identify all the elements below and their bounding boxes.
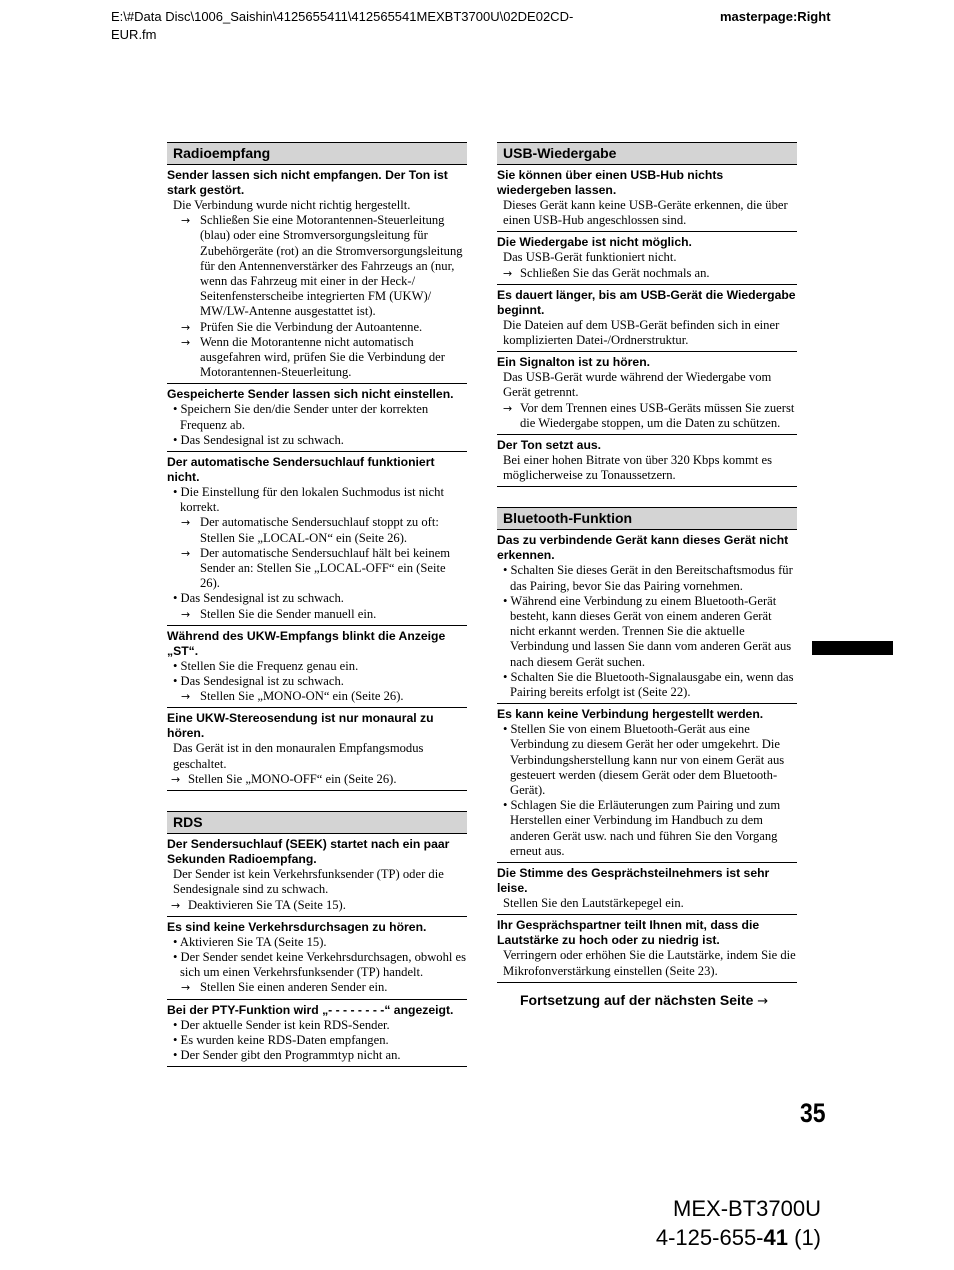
faq-item: [167, 455, 467, 626]
faq-bullet: • Schalten Sie dieses Gerät in den Bereitschaftsmodus für das Pairing, bevor Sie das Pairing vornehmen.: [503, 563, 793, 593]
faq-bullet: • Es wurden keine RDS-Daten empfangen.: [173, 1032, 389, 1047]
faq-bullet: • Schalten Sie die Bluetooth-Signalausgabe ein, wenn das Pairing bereits erfolgt ist (Seite 22).: [503, 669, 794, 700]
arrow-icon: →: [503, 401, 513, 415]
section-title-bluetooth: Bluetooth-Funktion: [497, 507, 797, 530]
faq-text: Verringern oder erhöhen Sie die Lautstärke, indem Sie die Mikrofonverstärkung einstellen (Seite 23).: [503, 948, 796, 978]
right-column: [497, 142, 797, 986]
faq-question: Der automatische Sendersuchlauf funktioniert nicht.: [167, 455, 435, 485]
faq-question: Der Ton setzt aus.: [497, 438, 602, 453]
section-title-usb: USB-Wiedergabe: [497, 142, 797, 165]
faq-question: Es kann keine Verbindung hergestellt werden.: [497, 707, 764, 722]
faq-text: Der Sender ist kein Verkehrsfunksender (TP) oder die Sendesignale sind zu schwach.: [173, 867, 444, 897]
faq-bullet: • Der aktuelle Sender ist kein RDS-Sender.: [173, 1017, 390, 1032]
faq-item: [497, 533, 797, 704]
faq-action: → Der automatische Sendersuchlauf stoppt zu oft: Stellen Sie „LOCAL-ON“ ein (Seite 26).: [181, 515, 439, 545]
faq-text: Dieses Gerät kann keine USB-Geräte erkennen, die über einen USB-Hub angeschlossen sind.: [503, 198, 788, 228]
faq-item: [167, 711, 467, 791]
faq-text: Stellen Sie den Lautstärkepegel ein.: [503, 896, 684, 911]
arrow-icon: →: [181, 546, 191, 560]
arrow-icon: →: [181, 335, 191, 349]
page-number: 35: [800, 1098, 826, 1128]
faq-question: Es dauert länger, bis am USB-Gerät die Wiedergabe beginnt.: [497, 287, 796, 317]
arrow-icon: →: [171, 772, 181, 786]
chapter-tab-marker: [812, 641, 893, 655]
model-code: 4-125-655-41 (1): [655, 1225, 821, 1250]
faq-item: [497, 707, 797, 863]
faq-item: [167, 629, 467, 709]
faq-question: Eine UKW-Stereosendung ist nur monaural zu hören.: [167, 711, 434, 741]
arrow-icon: →: [503, 266, 513, 280]
faq-action: → Wenn die Motorantenne nicht automatisch ausgefahren wird, prüfen Sie die Verbindung der Motorantennen-Steuerleitung.: [181, 334, 445, 380]
faq-item: [497, 235, 797, 284]
faq-question: Die Wiedergabe ist nicht möglich.: [497, 235, 692, 250]
faq-bullet: • Während eine Verbindung zu einem Bluetooth-Gerät besteht, kann dieses Gerät von einem anderen Gerät nicht erkannt werden. Trennen Sie die aktuelle Verbindung und lassen Sie dann vom anderen Gerät aus nach diesem Gerät suchen.: [503, 593, 792, 669]
faq-question: Sender lassen sich nicht empfangen. Der Ton ist stark gestört.: [167, 168, 448, 197]
arrow-icon: →: [181, 516, 191, 530]
faq-action: → Stellen Sie die Sender manuell ein.: [181, 606, 377, 621]
faq-item: [497, 355, 797, 435]
faq-bullet: • Das Sendesignal ist zu schwach.: [173, 674, 344, 689]
faq-action: → Stellen Sie „MONO-OFF“ ein (Seite 26).: [171, 771, 397, 786]
faq-question: Gespeicherte Sender lassen sich nicht einstellen.: [167, 387, 454, 402]
faq-text: Die Verbindung wurde nicht richtig hergestellt.: [173, 198, 411, 212]
left-column: [167, 142, 467, 1070]
faq-bullet: • Stellen Sie die Frequenz genau ein.: [173, 658, 359, 673]
faq-question: Es sind keine Verkehrsdurchsagen zu hören.: [167, 919, 427, 934]
faq-action: → Schließen Sie eine Motorantennen-Steuerleitung (blau) oder eine Stromversorgungsleitung für Zubehörgeräte (rot) an die Stromversorgungsleitung für den Antennenverstärker des Fahrzeugs an (nur, wenn das Fahrzeug mit einer in der Heck-/ Seitenfensterscheibe integrierten FM (UKW)/ MW/LW-Antenne ausgestattet ist).: [181, 213, 463, 319]
faq-action: → Der automatische Sendersuchlauf hält bei keinem Sender an: Stellen Sie „LOCAL-OFF“ ein (Seite 26).: [181, 545, 451, 591]
faq-action: → Deaktivieren Sie TA (Seite 15).: [171, 897, 346, 912]
faq-action: → Schließen Sie das Gerät nochmals an.: [503, 265, 710, 280]
faq-bullet: • Stellen Sie von einem Bluetooth-Gerät aus eine Verbindung zu diesem Gerät her oder umgekehrt. Die Verbindungsherstellung kann nur von einem Gerät aus gesteuert werden (diesem Gerät oder dem Bluetooth-Gerät).: [503, 722, 785, 798]
faq-bullet: • Der Sender sendet keine Verkehrsdurchsagen, obwohl es sich um einen Verkehrsfunksender (TP) handelt.: [173, 949, 467, 980]
faq-item: [497, 866, 797, 915]
faq-bullet: • Das Sendesignal ist zu schwach.: [173, 591, 344, 606]
faq-item: [167, 1003, 467, 1068]
arrow-icon: →: [171, 898, 181, 912]
faq-bullet: • Aktivieren Sie TA (Seite 15).: [173, 934, 327, 949]
faq-bullet: • Speichern Sie den/die Sender unter der korrekten Frequenz ab.: [173, 402, 429, 432]
faq-action: → Prüfen Sie die Verbindung der Autoantenne.: [181, 319, 423, 334]
faq-item: [167, 387, 467, 452]
model-name: MEX-BT3700U: [673, 1196, 821, 1221]
faq-bullet: • Die Einstellung für den lokalen Suchmodus ist nicht korrekt.: [173, 485, 444, 515]
faq-question: Die Stimme des Gesprächsteilnehmers ist sehr leise.: [497, 866, 770, 896]
faq-question: Während des UKW-Empfangs blinkt die Anzeige „ST“.: [167, 628, 446, 658]
faq-item: [167, 920, 467, 1000]
faq-text: Das Gerät ist in den monauralen Empfangsmodus geschaltet.: [173, 741, 424, 771]
faq-item: [497, 288, 797, 352]
faq-bullet: • Der Sender gibt den Programmtyp nicht an.: [173, 1047, 401, 1062]
continue-note: Fortsetzung auf der nächsten Seite →: [520, 992, 769, 1009]
faq-item: [497, 168, 797, 232]
faq-question: Ihr Gesprächspartner teilt Ihnen mit, dass die Lautstärke zu hoch oder zu niedrig ist.: [497, 918, 760, 948]
faq-action: → Stellen Sie einen anderen Sender ein.: [181, 980, 388, 995]
faq-item: [497, 918, 797, 982]
faq-question: Bei der PTY-Funktion wird „- - - - - - - -“ angezeigt.: [167, 1002, 454, 1017]
faq-question: Sie können über einen USB-Hub nichts wiedergeben lassen.: [497, 168, 724, 197]
arrow-icon: →: [181, 607, 191, 621]
file-path-line-2: EUR.fm: [111, 27, 157, 42]
arrow-icon: →: [181, 214, 191, 228]
faq-text: Das USB-Gerät wurde während der Wiedergabe vom Gerät getrennt.: [503, 370, 772, 400]
faq-question: Der Sendersuchlauf (SEEK) startet nach ein paar Sekunden Radioempfang.: [167, 837, 450, 867]
section-title-rds: RDS: [167, 811, 467, 834]
arrow-icon: →: [181, 690, 191, 704]
faq-question: Ein Signalton ist zu hören.: [497, 355, 651, 370]
file-path-line-1: E:\#Data Disc\1006_Saishin\4125655411\412565541MEXBT3700U\02DE02CD-: [111, 9, 574, 24]
faq-text: Bei einer hohen Bitrate von über 320 Kbps kommt es möglicherweise zu Tonaussetzern.: [503, 453, 772, 483]
faq-bullet: • Das Sendesignal ist zu schwach.: [173, 432, 344, 447]
continue-arrow-icon: →: [757, 994, 769, 1009]
arrow-icon: →: [181, 981, 191, 995]
masterpage-label: masterpage:Right: [720, 9, 831, 24]
file-path: [111, 8, 573, 44]
arrow-icon: →: [181, 320, 191, 334]
faq-action: → Stellen Sie „MONO-ON“ ein (Seite 26).: [181, 689, 404, 704]
faq-text: Die Dateien auf dem USB-Gerät befinden sich in einer komplizierten Datei-/Ordnerstruktur.: [503, 317, 780, 348]
faq-item: [167, 837, 467, 917]
faq-bullet: • Schlagen Sie die Erläuterungen zum Pairing und zum Herstellen einer Verbindung im Handbuch zu dem anderen Gerät usw. nach und führen Sie den Vorgang erneut aus.: [503, 798, 781, 858]
section-title-radio: Radioempfang: [167, 142, 467, 165]
faq-text: Das USB-Gerät funktioniert nicht.: [503, 250, 677, 265]
faq-item: [167, 168, 467, 384]
faq-item: [497, 438, 797, 487]
faq-question: Das zu verbindende Gerät kann dieses Gerät nicht erkennen.: [497, 533, 789, 563]
faq-action: → Vor dem Trennen eines USB-Geräts müssen Sie zuerst die Wiedergabe stoppen, um die Daten zu schützen.: [503, 400, 795, 430]
